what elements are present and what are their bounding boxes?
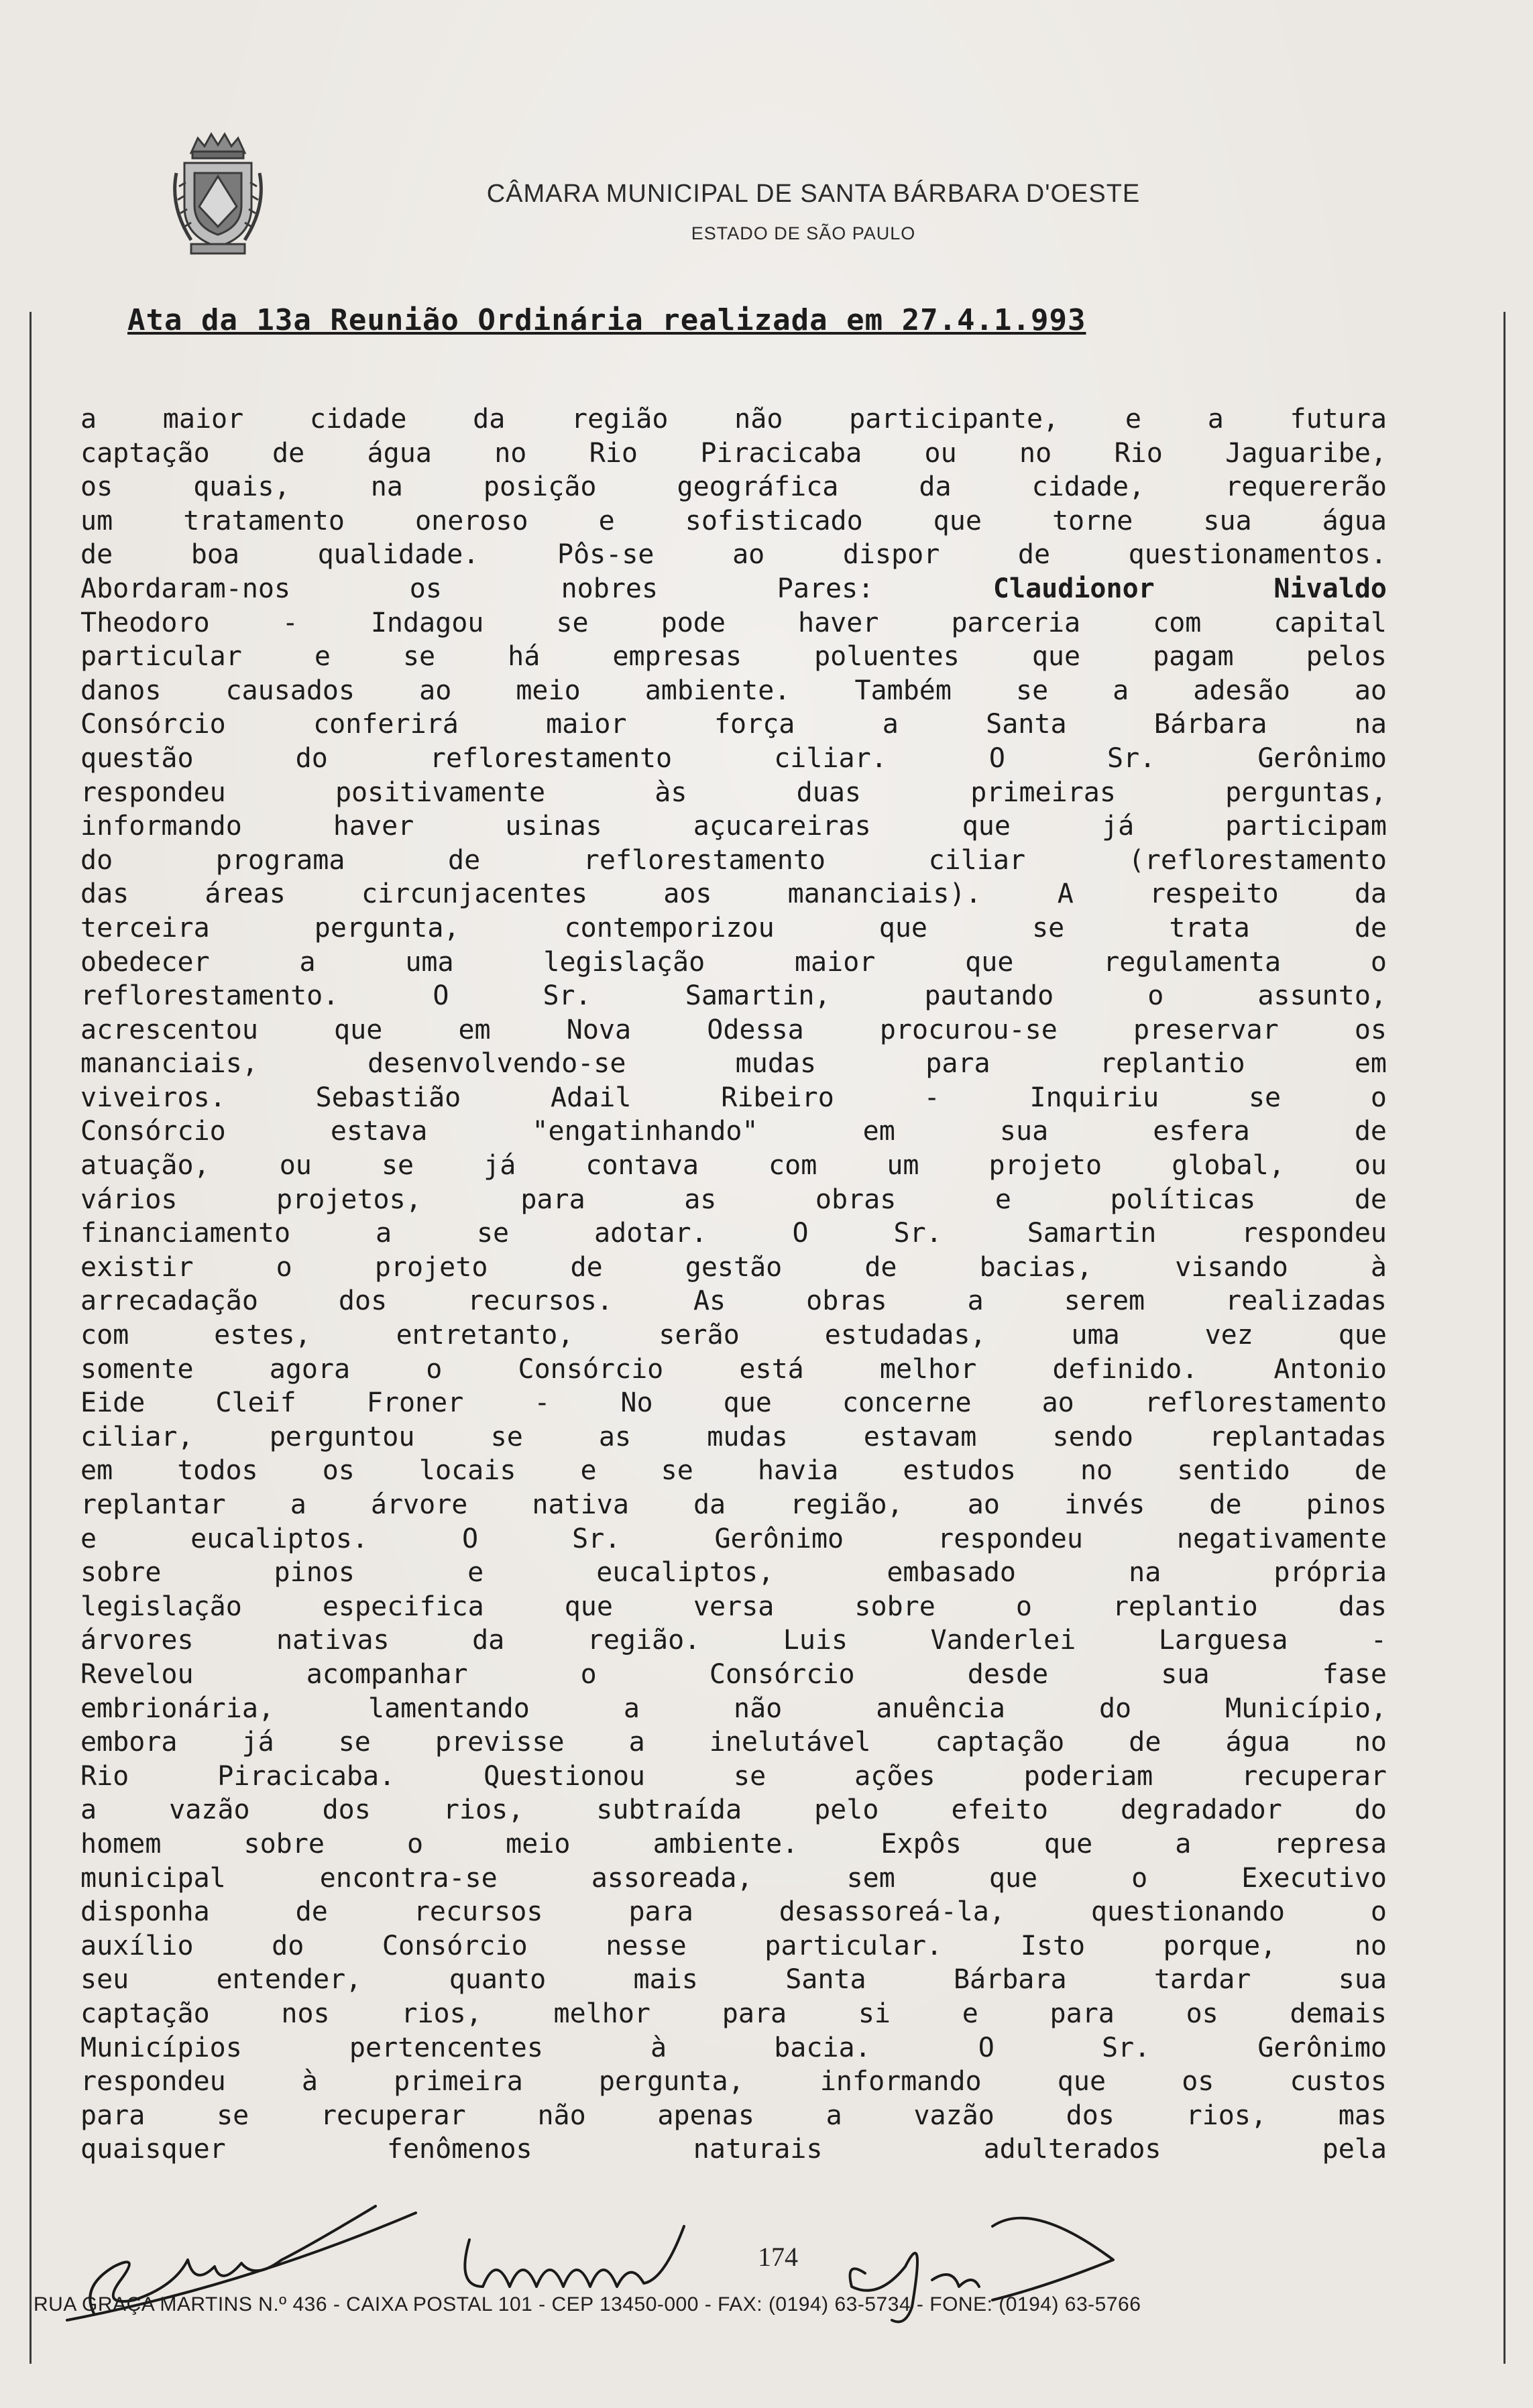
- body-line: em todos os locais e se havia estudos no sentido de: [80, 1455, 1387, 1487]
- body-line: particular e se há empresas poluentes que pagam pelos: [80, 641, 1387, 673]
- body-line: terceira pergunta, contemporizou que se trata de: [80, 912, 1387, 943]
- body-line: vários projetos, para as obras e políticas de: [80, 1184, 1387, 1215]
- body-line: das áreas circunjacentes aos mananciais). A respeito da: [80, 878, 1387, 910]
- body-line: ciliar, perguntou se as mudas estavam sendo replantadas: [80, 1421, 1387, 1452]
- body-line: do programa de reflorestamento ciliar (reflorestamento: [80, 844, 1387, 876]
- body-line: Eide Cleif Froner - No que concerne ao reflorestamento: [80, 1387, 1387, 1419]
- body-line: obedecer a uma legislação maior que regulamenta o: [80, 946, 1387, 978]
- body-line: respondeu à primeira pergunta, informando que os custos: [80, 2066, 1387, 2098]
- body-line: Rio Piracicaba. Questionou se ações poderiam recuperar: [80, 1760, 1387, 1792]
- body-line: um tratamento oneroso e sofisticado que torne sua água: [80, 505, 1387, 536]
- body-line: de boa qualidade. Pôs-se ao dispor de questionamentos.: [80, 539, 1387, 571]
- body-line: homem sobre o meio ambiente. Expôs que a represa: [80, 1828, 1387, 1859]
- body-line: quaisquer fenômenos naturais adulterados pela: [80, 2134, 1387, 2165]
- body-line: reflorestamento. O Sr. Samartin, pautando o assunto,: [80, 980, 1387, 1012]
- body-line: municipal encontra-se assoreada, sem que o Executivo: [80, 1862, 1387, 1894]
- body-line: informando haver usinas açucareiras que já participam: [80, 811, 1387, 842]
- body-line: viveiros. Sebastião Adail Ribeiro - Inquiriu se o: [80, 1082, 1387, 1113]
- body-line: árvores nativas da região. Luis Vanderlei Larguesa -: [80, 1625, 1387, 1656]
- body-line: Consórcio estava "engatinhando" em sua esfera de: [80, 1116, 1387, 1147]
- body-line: mananciais, desenvolvendo-se mudas para replantio em: [80, 1048, 1387, 1080]
- minutes-title: Ata da 13a Reunião Ordinária realizada em 27.4.1.993: [127, 303, 1086, 337]
- body-line: existir o projeto de gestão de bacias, visando à: [80, 1251, 1387, 1283]
- right-margin-rule: [1503, 312, 1506, 2364]
- body-line: legislação especifica que versa sobre o replantio das: [80, 1591, 1387, 1622]
- body-line: sobre pinos e eucaliptos, embasado na própria: [80, 1557, 1387, 1589]
- body-line: a maior cidade da região não participante, e a futura: [80, 404, 1387, 435]
- body-line: replantar a árvore nativa da região, ao invés de pinos: [80, 1489, 1387, 1520]
- left-margin-rule: [30, 312, 32, 2364]
- body-line: financiamento a se adotar. O Sr. Samartin respondeu: [80, 1218, 1387, 1249]
- minutes-body: [80, 402, 1387, 2167]
- institution-name: CÂMARA MUNICIPAL DE SANTA BÁRBARA D'OESTE: [486, 180, 1141, 208]
- body-line: questão do reflorestamento ciliar. O Sr. Gerônimo: [80, 742, 1387, 774]
- body-line: os quais, na posição geográfica da cidade, requererão: [80, 471, 1387, 503]
- speaker-name: Claudionor Nivaldo: [992, 573, 1387, 604]
- body-line: auxílio do Consórcio nesse particular. Isto porque, no: [80, 1930, 1387, 1961]
- body-line: somente agora o Consórcio está melhor definido. Antonio: [80, 1353, 1387, 1385]
- body-line: Municípios pertencentes à bacia. O Sr. Gerônimo: [80, 2032, 1387, 2063]
- footer-address: RUA GRAÇA MARTINS N.º 436 - CAIXA POSTAL 101 - CEP 13450-000 - FAX: (0194) 63-5734 - FONE: (0194) 63-5766: [34, 2293, 1141, 2315]
- body-line: danos causados ao meio ambiente. Também se a adesão ao: [80, 675, 1387, 706]
- page-number: 174: [758, 2242, 798, 2272]
- body-line: e eucaliptos. O Sr. Gerônimo respondeu negativamente: [80, 1523, 1387, 1554]
- body-line: captação nos rios, melhor para si e para os demais: [80, 1998, 1387, 2029]
- body-line: respondeu positivamente às duas primeiras perguntas,: [80, 777, 1387, 808]
- body-line: Abordaram-nos os nobres Pares: Claudionor Nivaldo: [80, 573, 1387, 604]
- body-line: Revelou acompanhar o Consórcio desde sua fase: [80, 1658, 1387, 1690]
- body-line: arrecadação dos recursos. As obras a serem realizadas: [80, 1285, 1387, 1317]
- body-line: embrionária, lamentando a não anuência do Município,: [80, 1693, 1387, 1724]
- body-line: acrescentou que em Nova Odessa procurou-se preservar os: [80, 1014, 1387, 1045]
- body-line: Theodoro - Indagou se pode haver parceria com capital: [80, 607, 1387, 638]
- body-line: seu entender, quanto mais Santa Bárbara tardar sua: [80, 1964, 1387, 1996]
- body-line: para se recuperar não apenas a vazão dos rios, mas: [80, 2100, 1387, 2131]
- body-line: com estes, entretanto, serão estudadas, uma vez que: [80, 1320, 1387, 1351]
- body-line: Consórcio conferirá maior força a Santa Bárbara na: [80, 709, 1387, 740]
- body-line: captação de água no Rio Piracicaba ou no Rio Jaguaribe,: [80, 437, 1387, 469]
- body-line: a vazão dos rios, subtraída pelo efeito degradador do: [80, 1794, 1387, 1826]
- body-line: embora já se previsse a inelutável captação de água no: [80, 1727, 1387, 1758]
- body-line: atuação, ou se já contava com um projeto global, ou: [80, 1150, 1387, 1182]
- state-name: ESTADO DE SÃO PAULO: [691, 223, 916, 243]
- body-line: disponha de recursos para desassoreá-la, questionando o: [80, 1896, 1387, 1928]
